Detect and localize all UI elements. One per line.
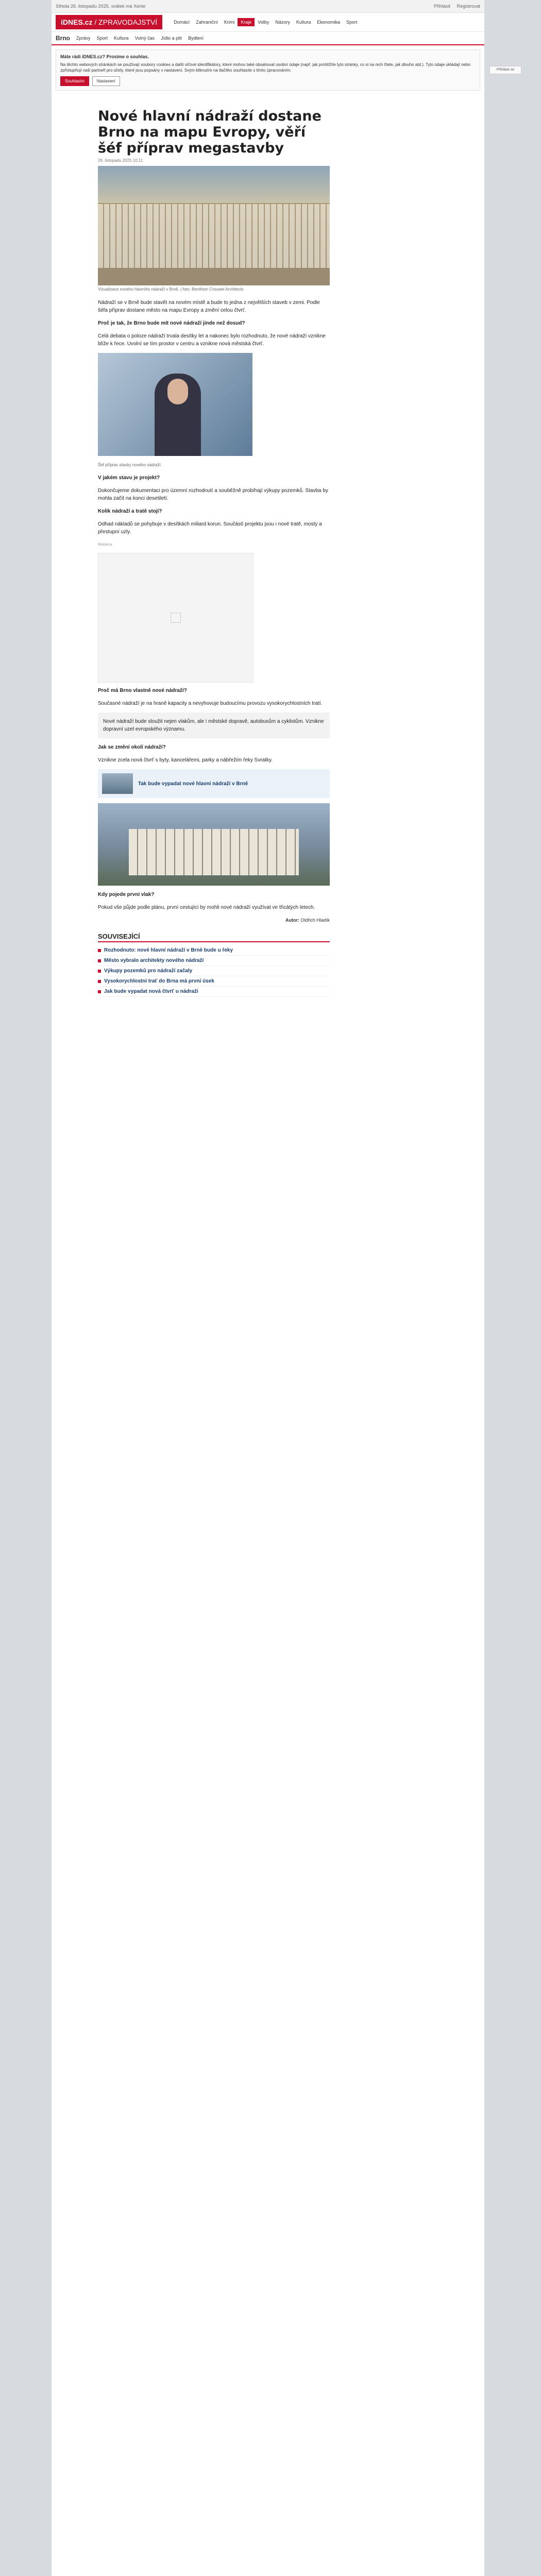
answer: Odhad nákladů se pohybuje v desítkách miliard korun. Součástí projektu jsou i nové tratě, mosty a přestupní uzly. [98,521,322,535]
lead-paragraph: Nádraží se v Brně bude stavět na novém místě a bude to jedna z největších staveb v zemi. Podle šéfa příprav dostane město na mapu Evropy a změní celou čtvrť. [98,300,320,313]
nav-zahranicni[interactable]: Zahraniční [196,20,218,25]
nav-nazory[interactable]: Názory [275,20,290,25]
building-photo[interactable] [98,803,330,886]
related-item[interactable] [98,966,330,976]
related-item[interactable] [98,956,330,966]
subnav-item[interactable]: Jídlo a pití [161,36,182,41]
author-line [98,917,330,924]
subnav-item[interactable]: Volný čas [134,36,155,41]
answer: Pokud vše půjde podle plánu, první cestující by mohli nové nádraží využívat ve třicátých letech. [98,905,315,910]
nav-kraje[interactable]: Kraje [238,18,255,26]
cookie-settings-button[interactable]: Nastavení [92,76,120,86]
site-logo[interactable] [56,15,162,29]
interview-photo[interactable] [98,353,252,456]
subnav-item[interactable]: Kultura [114,36,129,41]
nav-krimi[interactable]: Krimi [224,20,235,25]
nav-sport[interactable]: Sport [346,20,358,25]
highlight-box [98,713,330,738]
logo-sub: / ZPRAVODAJSTVÍ [94,18,158,26]
subnav-item[interactable]: Zprávy [76,36,91,41]
related-item-label: Výkupy pozemků pro nádraží začaly [104,968,193,974]
question: Kdy pojede první vlak? [98,892,155,897]
cookie-text: Na těchto webových stránkách se používají soubory cookies a další síťové identifikátory, které mohou také obsahovat osobní údaje (např. jak prohlížíte tyto stránky, co si na nich čtete, jak dlouho atd.). Tyto údaje ukládají nebo zpřístupňují naši partneři pro účely, které jsou popsány v nastavení. Svým kliknutím na tlačítko souhlasíte s tímto zpracováním. [60,62,470,73]
related-item-label: Rozhodnuto: nové hlavní nádraží v Brně bude u řeky [104,947,233,953]
register-link[interactable]: Registrovat [457,4,480,9]
sub-nav [52,32,484,45]
city-title[interactable]: Brno [56,35,70,42]
subnav-item[interactable]: Sport [96,36,108,41]
date-text: Středa 26. listopadu 2025, svátek má Xenie [56,4,146,9]
article-title: Nové hlavní nádraží dostane Brno na mapu Evropy, věří šéf příprav megastavby [98,108,322,156]
answer: Vznikne zcela nová čtvrť s byty, kancelářemi, parky a nábřežím řeky Svratky. [98,757,273,763]
question: Jak se změní okolí nádraží? [98,744,166,750]
header [52,13,484,32]
question: Proč je tak, že Brno bude mít nové nádraží jinde než dosud? [98,320,245,326]
nav-volby[interactable]: Volby [258,20,269,25]
article [98,108,330,997]
question: V jakém stavu je projekt? [98,475,160,481]
answer: Dokončujeme dokumentaci pro územní rozhodnutí a souběžně probíhají výkupy pozemků. Stavba by mohla začít na konci desetiletí. [98,488,328,501]
article-body [98,299,330,924]
related-item-label: Město vybralo architekty nového nádraží [104,958,204,963]
subnav-item[interactable]: Bydlení [188,36,204,41]
question: Proč má Brno vlastně nové nádraží? [98,688,187,693]
related-title: SOUVISEJÍCÍ [98,933,330,942]
main-nav [171,18,360,26]
answer: Současné nádraží je na hraně kapacity a nevyhovuje budoucímu provozu vysokorychlostních tratí. [98,701,323,706]
article-date: 26. listopadu 2025 10:11 [98,158,143,163]
page [52,0,515,2576]
hero-caption: Vizualizace nového hlavního nádraží v Brně. | foto: Benthem Crouwel Architects [98,287,244,292]
related-callout[interactable] [98,769,330,798]
nav-domaci[interactable]: Domácí [174,20,190,25]
hero-image[interactable] [98,166,330,285]
callout-thumbnail [102,773,133,794]
related-item-label: Jak bude vypadat nová čtvrť u nádraží [104,989,198,994]
highlight-text: Nové nádraží bude sloužit nejen vlakům, ale i městské dopravě, autobusům a cyklistům. Vznikne dopravní uzel evropského významu. [103,719,324,732]
related-item[interactable] [98,945,330,956]
related-item-label: Vysokorychlostní trať do Brna má první úsek [104,978,214,984]
callout-title: Tak bude vypadat nové hlavní nádraží v Brně [138,781,248,787]
related-articles [98,933,330,997]
ad-label: Reklama [98,543,112,547]
cookie-title: Máte rádi iDNES.cz? Prosíme o souhlas. [60,54,149,59]
top-bar [52,0,484,13]
nav-ekonomika[interactable]: Ekonomika [317,20,340,25]
answer: Celá debata o poloze nádraží trvala desítky let a nakonec bylo rozhodnuto, že nové nádraží vznikne blíže k řece. Uvolní se tím prostor v centru a vznikne nová městská čtvrť. [98,333,326,347]
cookie-consent [56,49,480,91]
nav-kultura[interactable]: Kultura [296,20,311,25]
login-side-button[interactable]: Přihlásit se [489,66,521,74]
photo-caption: Šéf příprav stavby nového nádraží. [98,463,162,467]
login-link[interactable]: Přihlásit [433,4,450,9]
related-item[interactable] [98,976,330,987]
cookie-accept-button[interactable]: Souhlasím [60,76,89,86]
advertisement[interactable] [98,553,253,683]
logo-main: iDNES.cz [61,18,93,26]
related-item[interactable] [98,987,330,997]
author-label: Autor: [285,918,299,923]
author-name[interactable]: Oldřich Hladík [300,918,330,923]
question: Kolik nádraží a tratě stojí? [98,509,162,514]
